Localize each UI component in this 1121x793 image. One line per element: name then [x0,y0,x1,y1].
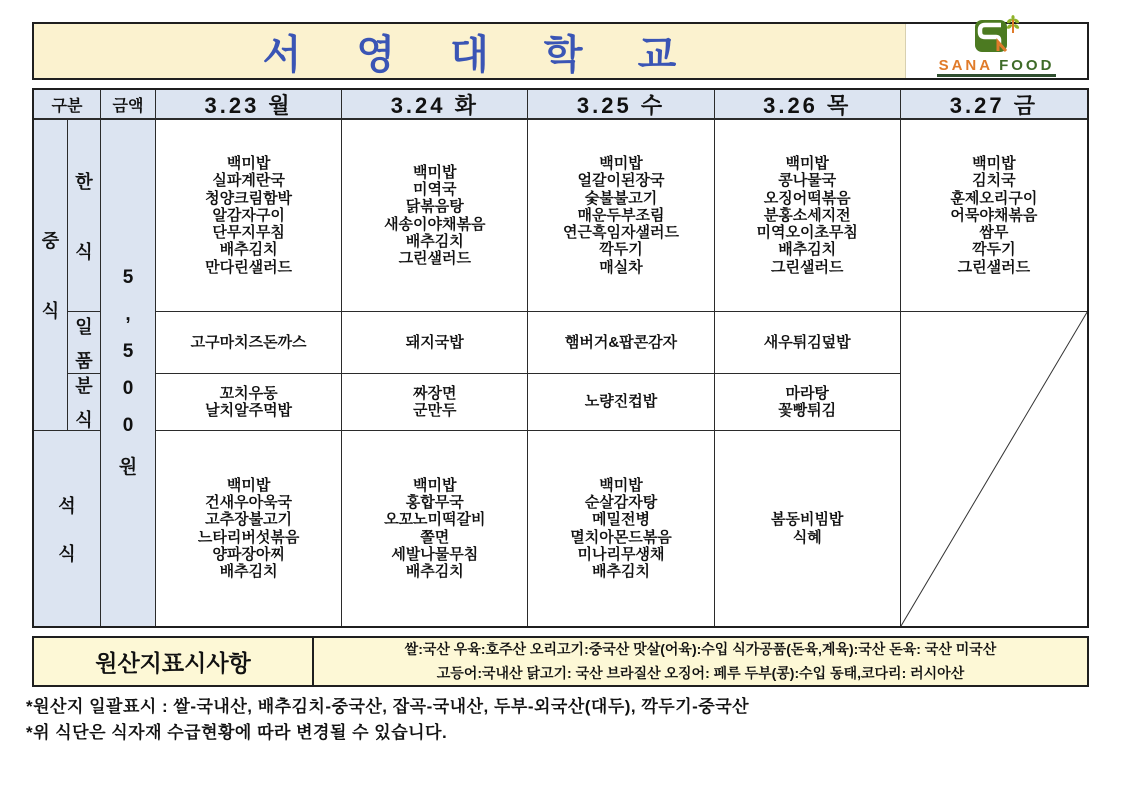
menu-korean-thu: 백미밥 콩나물국 오징어떡볶음 분홍소세지전 미역오이초무침 배추김치 그린샐러드 [715,120,901,312]
header-day-mon: 3.23 월 [156,90,342,120]
brand-food: FOOD [999,57,1055,74]
diagonal-slash-icon [901,312,1087,626]
brand-sana: SANA [938,57,994,74]
menu-single-wed: 햄버거&팝콘감자 [528,312,714,374]
menu-snack-tue: 짜장면 군만두 [342,374,528,431]
menu-single-mon: 고구마치즈돈까스 [156,312,342,374]
menu-korean-wed: 백미밥 얼갈이된장국 숯불불고기 매운두부조림 연근흑임자샐러드 깍두기 매실차 [528,120,714,312]
menu-dinner-tue: 백미밥 홍합무국 오꼬노미떡갈비 쫄면 세발나물무침 배추김치 [342,431,528,626]
menu-snack-thu: 마라탕 꽃빵튀김 [715,374,901,431]
menu-dinner-mon: 백미밥 건새우아욱국 고추장불고기 느타리버섯볶음 양파장아찌 배추김치 [156,431,342,626]
row-label-snack: 분 식 [68,374,101,431]
page-title: 서 영 대 학 교 [262,32,699,77]
row-label-dinner: 석 식 [34,431,101,626]
row-label-lunch: 중 식 [34,120,68,431]
sana-logo-icon [968,15,1026,58]
menu-snack-mon: 꼬치우동 날치알주먹밥 [156,374,342,431]
price-value: 5 , 5 0 0 원 [101,120,156,626]
header-day-thu: 3.26 목 [715,90,901,120]
brand-text [937,58,1057,77]
header-day-fri: 3.27 금 [901,90,1087,120]
sana-food-logo [905,24,1087,78]
origin-details: 쌀:국산 우육:호주산 오리고기:중국산 맛살(어육):수입 식가공품(돈육,계육):국산 돈육: 국산 미국산 고등어:국내산 닭고기: 국산 브라질산 오징어: 페루 두부(콩):수입 동태,코다리: 러시아산 [404,641,997,681]
header-day-wed: 3.25 수 [528,90,714,120]
menu-snack-wed: 노량진컵밥 [528,374,714,431]
header-day-tue: 3.24 화 [342,90,528,120]
origin-title: 원산지표시사항 [34,638,314,685]
title-bar [32,22,1089,80]
friday-no-service-cell [901,312,1087,626]
header-price: 금액 [101,90,156,120]
row-label-korean: 한 식 [68,120,101,312]
footnotes: *원산지 일괄표시 : 쌀-국내산, 배추김치-중국산, 잡곡-국내산, 두부-외국산(대두), 깍두기-중국산 *위 식단은 식자재 수급현황에 따라 변경될 수 있습니다. [26,697,750,743]
menu-single-thu: 새우튀김덮밥 [715,312,901,374]
weekly-menu-table [32,88,1089,628]
menu-dinner-wed: 백미밥 순살감자탕 메밀전병 멸치아몬드볶음 미나리무생채 배추김치 [528,431,714,626]
menu-korean-tue: 백미밥 미역국 닭볶음탕 새송이야채볶음 배추김치 그린샐러드 [342,120,528,312]
row-label-single: 일 품 [68,312,101,374]
menu-korean-mon: 백미밥 실파계란국 청양크림함박 알감자구이 단무지무침 배추김치 만다린샐러드 [156,120,342,312]
header-category: 구분 [34,90,101,120]
menu-single-tue: 돼지국밥 [342,312,528,374]
menu-korean-fri: 백미밥 김치국 훈제오리구이 어묵야채볶음 쌈무 깍두기 그린샐러드 [901,120,1087,312]
origin-section [32,636,1089,687]
menu-dinner-thu: 봄동비빔밥 식혜 [715,431,901,626]
